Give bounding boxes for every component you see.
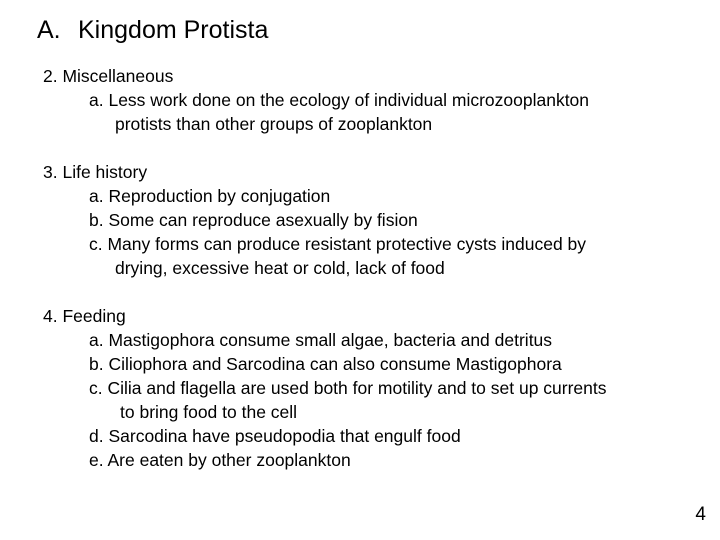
list-item-continuation: protists than other groups of zooplankton (115, 114, 433, 134)
page-number: 4 (695, 504, 706, 525)
section-heading-feeding: 4. Feeding (43, 306, 126, 326)
list-item: a. Less work done on the ecology of individual microzooplankton (89, 90, 590, 110)
slide-title (37, 14, 268, 46)
list-item-continuation: to bring food to the cell (120, 402, 298, 422)
list-item: c. Cilia and flagella are used both for motility and to set up currents (89, 378, 607, 398)
list-item: a. Reproduction by conjugation (89, 186, 331, 206)
title-text: Kingdom Protista (78, 16, 269, 44)
list-item: e. Are eaten by other zooplankton (89, 450, 351, 470)
title-letter: A. (37, 16, 61, 44)
section-heading-life-history: 3. Life history (43, 162, 148, 182)
section-heading-miscellaneous: 2. Miscellaneous (43, 66, 174, 86)
list-item: d. Sarcodina have pseudopodia that engulf food (89, 426, 461, 446)
list-item-continuation: drying, excessive heat or cold, lack of food (115, 258, 445, 278)
list-item: b. Ciliophora and Sarcodina can also consume Mastigophora (89, 354, 562, 374)
list-item: b. Some can reproduce asexually by fision (89, 210, 418, 230)
list-item: a. Mastigophora consume small algae, bacteria and detritus (89, 330, 553, 350)
list-item: c. Many forms can produce resistant protective cysts induced by (89, 234, 587, 254)
